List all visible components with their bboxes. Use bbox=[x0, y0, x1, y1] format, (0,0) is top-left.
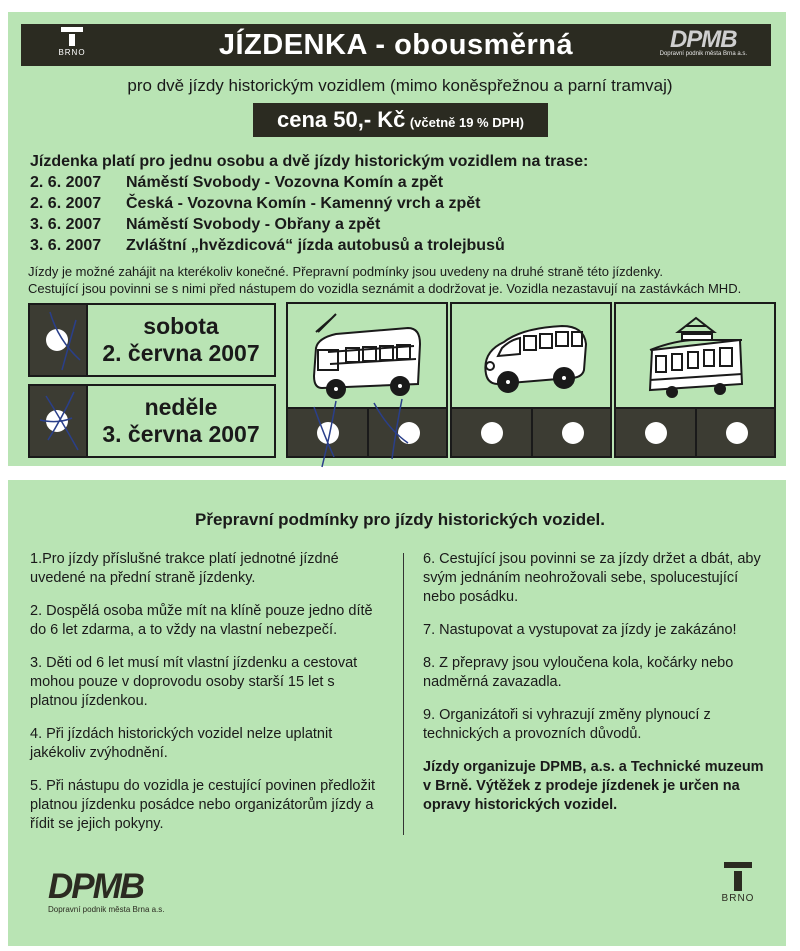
condition-item: 8. Z přepravy jsou vyloučena kola, kočárky nebo nadměrná zavazadla. bbox=[423, 655, 734, 690]
vehicle-box-bus bbox=[450, 302, 612, 458]
trip-date: 2. 6. 2007 bbox=[30, 174, 102, 191]
punch-slot bbox=[616, 409, 695, 456]
conditions-note bbox=[28, 263, 778, 297]
trip-date: 3. 6. 2007 bbox=[30, 216, 102, 233]
bus-icon bbox=[452, 304, 610, 409]
condition-item: 1.Pro jízdy příslušné trakce platí jednotné jízdné uvedené na přední straně jízdenky. bbox=[30, 551, 339, 586]
condition-item: 4. Při jízdách historických vozidel nelze uplatnit jakékoliv zvýhodnění. bbox=[30, 726, 333, 761]
condition-item: 5. Při nástupu do vozidla je cestující povinen předložit platnou jízdenku posádce nebo organizátorům jízdy a řídit se jejich pokyny. bbox=[30, 778, 375, 832]
punch-slot bbox=[695, 409, 776, 456]
punch-slots bbox=[616, 409, 774, 456]
dpmb-logo-bottom-sub: Dopravní podnik města Brna a.s. bbox=[48, 905, 165, 914]
condition-item: 7. Nastupovat a vystupovat za jízdy je zakázáno! bbox=[423, 622, 737, 638]
trip-row bbox=[30, 172, 505, 193]
trip-date: 2. 6. 2007 bbox=[30, 195, 102, 212]
pen-mark bbox=[300, 395, 420, 475]
conditions-note-line1: Jízdy je možné zahájit na kterékoliv konečné. Přepravní podmínky jsou uvedeny na druhé straně této jízdenky. bbox=[28, 264, 663, 279]
tram-icon bbox=[616, 304, 774, 409]
punch-slots bbox=[452, 409, 610, 456]
pen-mark bbox=[28, 300, 88, 460]
day-text bbox=[88, 394, 274, 448]
day-name: neděle bbox=[144, 394, 218, 420]
dpmb-logo bbox=[660, 26, 747, 57]
ticket-subtitle: pro dvě jízdy historickým vozidlem (mimo koněspřežnou a parní tramvaj) bbox=[127, 76, 673, 95]
trip-route: Náměstí Svobody - Vozovna Komín a zpět bbox=[126, 174, 444, 191]
conditions-left-column bbox=[30, 550, 380, 848]
day-name: sobota bbox=[143, 313, 219, 339]
condition-item: 2. Dospělá osoba může mít na klíně pouze jedno dítě do 6 let zdarma, a to vždy na vlastní nebezpečí. bbox=[30, 603, 373, 638]
trip-row bbox=[30, 214, 505, 235]
price-box bbox=[253, 103, 548, 137]
brno-logo-bottom-label: BRNO bbox=[721, 893, 755, 904]
validity-intro: Jízdenka platí pro jednu osobu a dvě jízdy historickým vozidlem na trase: bbox=[30, 153, 589, 170]
trip-route: Česká - Vozovna Komín - Kamenný vrch a zpět bbox=[126, 195, 481, 212]
day-date: 2. června 2007 bbox=[102, 340, 260, 366]
dpmb-logo-bottom-text: DPMB bbox=[48, 867, 144, 906]
dpmb-logo-text: DPMB bbox=[669, 26, 737, 53]
trolleybus-icon bbox=[288, 304, 446, 409]
ticket-title: JÍZDENKA - obousměrná bbox=[218, 29, 574, 61]
price-label: cena 50,- Kč bbox=[276, 107, 406, 132]
organizer-note: Jízdy organizuje DPMB, a.s. a Technické muzeum v Brně. Výtěžek z prodeje jízdenek je určen na opravy historických vozidel. bbox=[423, 759, 764, 813]
dpmb-logo-bottom bbox=[48, 867, 178, 914]
punch-slot bbox=[531, 409, 612, 456]
punch-slot bbox=[452, 409, 531, 456]
brno-logo-label: BRNO bbox=[58, 48, 86, 57]
trip-row bbox=[30, 193, 505, 214]
condition-item: 9. Organizátoři si vyhrazují změny plynoucí z technických a provozních důvodů. bbox=[423, 707, 711, 742]
column-divider bbox=[403, 553, 404, 835]
conditions-right-column bbox=[423, 550, 768, 829]
dpmb-logo-sub: Dopravní podnik města Brna a.s. bbox=[659, 51, 747, 57]
trip-route: Náměstí Svobody - Obřany a zpět bbox=[126, 216, 381, 233]
day-date: 3. června 2007 bbox=[102, 421, 260, 447]
conditions-note-line2: Cestující jsou povinni se s nimi před nástupem do vozidla seznámit a dodržovat je. Vozidla nezastavují na zastávkách MHD. bbox=[28, 281, 742, 296]
trip-date: 3. 6. 2007 bbox=[30, 237, 102, 254]
conditions-title: Přepravní podmínky pro jízdy historických vozidel. bbox=[195, 510, 605, 529]
title-bar bbox=[21, 24, 771, 66]
trip-list bbox=[30, 172, 505, 256]
condition-item: 6. Cestující jsou povinni se za jízdy držet a dbát, aby svým jednáním neohrožovali sebe, spolucestující nebo posádku. bbox=[423, 551, 761, 605]
vehicle-box-tram bbox=[614, 302, 776, 458]
brno-logo-bottom bbox=[716, 862, 760, 904]
trip-row bbox=[30, 235, 505, 256]
trip-route: Zvláštní „hvězdicová“ jízda autobusů a trolejbusů bbox=[126, 237, 505, 254]
condition-item: 3. Děti od 6 let musí mít vlastní jízdenku a cestovat mohou pouze v doprovodu osoby starší 15 let s platnou jízdenkou. bbox=[30, 655, 358, 709]
day-text bbox=[88, 313, 274, 367]
price-vat: (včetně 19 % DPH) bbox=[409, 115, 524, 130]
